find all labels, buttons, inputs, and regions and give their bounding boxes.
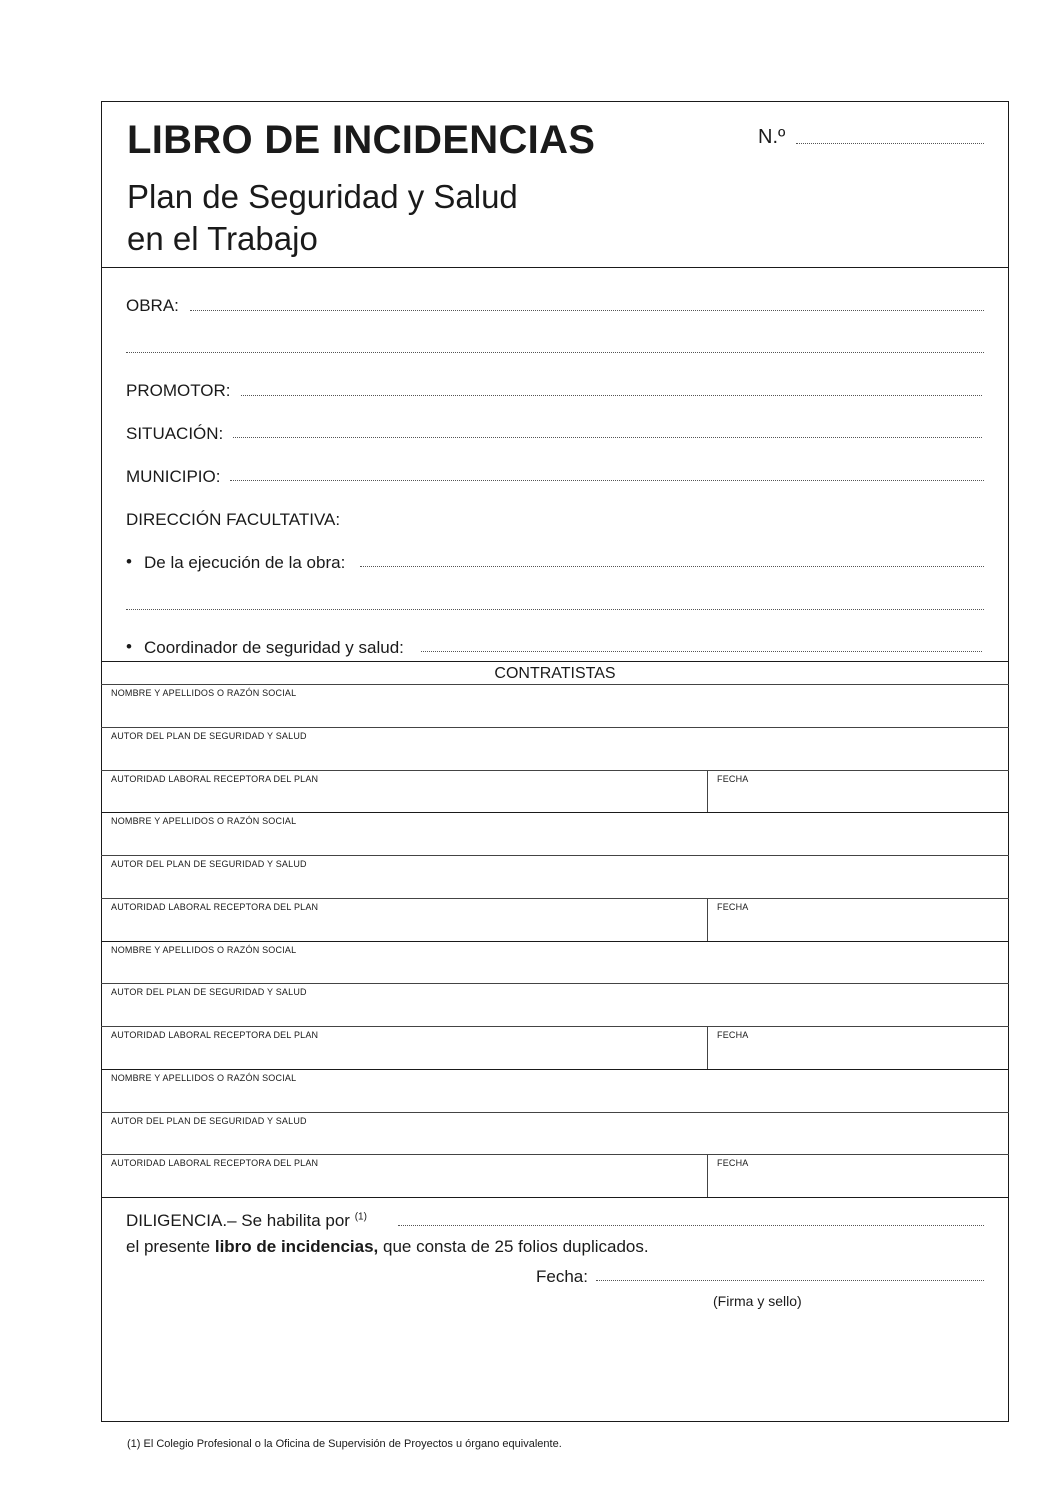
- nombre-label: NOMBRE Y APELLIDOS O RAZÓN SOCIAL: [111, 688, 297, 698]
- municipio-label: MUNICIPIO:: [126, 467, 221, 486]
- autor-input-cell[interactable]: [101, 984, 1009, 1025]
- promotor-field[interactable]: [241, 395, 982, 396]
- obra-field[interactable]: [190, 310, 984, 311]
- nombre-input-cell[interactable]: [101, 1070, 1009, 1111]
- fecha-cell-label: FECHA: [717, 901, 749, 912]
- bullet-icon: •: [126, 552, 132, 571]
- autor-label: AUTOR DEL PLAN DE SEGURIDAD Y SALUD: [111, 730, 307, 741]
- autoridad-label: AUTORIDAD LABORAL RECEPTORA DEL PLAN: [111, 773, 319, 784]
- bullet-icon: •: [126, 637, 132, 656]
- subtitle-line-1: Plan de Seguridad y Salud: [127, 178, 518, 215]
- autor-label: AUTOR DEL PLAN DE SEGURIDAD Y SALUD: [111, 987, 307, 998]
- autor-label: AUTOR DEL PLAN DE SEGURIDAD Y SALUD: [111, 859, 307, 869]
- fecha-field[interactable]: [596, 1280, 984, 1281]
- ejecucion-field-line-2[interactable]: [126, 609, 984, 610]
- situacion-label: SITUACIÓN:: [126, 424, 224, 443]
- diligencia-lead: [126, 1211, 367, 1231]
- diligencia-field[interactable]: [398, 1225, 984, 1226]
- fecha-cell-label: FECHA: [717, 1030, 749, 1040]
- ejecucion-field[interactable]: [360, 566, 984, 567]
- footnote: (1) El Colegio Profesional o la Oficina de Supervisión de Proyectos u órgano equivalente.: [127, 1438, 562, 1450]
- contratistas-divider: [101, 661, 1009, 662]
- nombre-label: NOMBRE Y APELLIDOS O RAZÓN SOCIAL: [111, 944, 297, 955]
- autor-label: AUTOR DEL PLAN DE SEGURIDAD Y SALUD: [111, 1115, 307, 1126]
- firma-label: (Firma y sello): [713, 1293, 802, 1309]
- autor-input-cell[interactable]: [101, 856, 1009, 897]
- number-field[interactable]: [796, 143, 984, 144]
- ejecucion-label: De la ejecución de la obra:: [144, 553, 346, 572]
- obra-field-line-2[interactable]: [126, 352, 984, 353]
- row-divider: [101, 1197, 1009, 1198]
- municipio-field[interactable]: [230, 480, 984, 481]
- nombre-input-cell[interactable]: [101, 942, 1009, 983]
- contratistas-heading: CONTRATISTAS: [494, 665, 616, 682]
- autor-input-cell[interactable]: [101, 1113, 1009, 1154]
- promotor-label: PROMOTOR:: [126, 381, 231, 400]
- autoridad-label: AUTORIDAD LABORAL RECEPTORA DEL PLAN: [111, 901, 319, 912]
- number-label: N.º: [758, 126, 786, 148]
- autoridad-label: AUTORIDAD LABORAL RECEPTORA DEL PLAN: [111, 1158, 319, 1169]
- fecha-input-cell[interactable]: [708, 1027, 1008, 1068]
- fecha-input-cell[interactable]: [708, 899, 1008, 940]
- diligencia-line-2: [126, 1237, 649, 1257]
- direccion-facultativa-label: DIRECCIÓN FACULTATIVA:: [126, 510, 341, 529]
- obra-label: OBRA:: [126, 296, 179, 315]
- fecha-cell-label: FECHA: [717, 1158, 749, 1169]
- autor-input-cell[interactable]: [101, 728, 1009, 769]
- nombre-label: NOMBRE Y APELLIDOS O RAZÓN SOCIAL: [111, 1072, 297, 1083]
- fecha-input-cell[interactable]: [708, 1155, 1008, 1196]
- coordinador-label: Coordinador de seguridad y salud:: [144, 638, 404, 657]
- diligencia-pre: el presente: [126, 1237, 215, 1256]
- autoridad-input-cell[interactable]: [101, 1027, 707, 1068]
- diligencia-text: DILIGENCIA.– Se habilita por: [126, 1211, 350, 1230]
- nombre-input-cell[interactable]: [101, 813, 1009, 854]
- form-subtitle: [127, 176, 518, 260]
- form-title: LIBRO DE INCIDENCIAS: [127, 118, 596, 162]
- fecha-label: Fecha:: [536, 1267, 588, 1286]
- subtitle-line-2: en el Trabajo: [127, 220, 318, 257]
- autoridad-input-cell[interactable]: [101, 1155, 707, 1196]
- fecha-cell-label: FECHA: [717, 773, 749, 784]
- coordinador-field[interactable]: [421, 651, 982, 652]
- diligencia-bold: libro de incidencias,: [214, 1237, 379, 1256]
- nombre-input-cell[interactable]: [101, 685, 1009, 726]
- header-divider: [101, 267, 1009, 268]
- autoridad-label: AUTORIDAD LABORAL RECEPTORA DEL PLAN: [111, 1030, 319, 1040]
- autoridad-input-cell[interactable]: [101, 771, 707, 812]
- diligencia-post: que consta de 25 folios duplicados.: [378, 1237, 649, 1256]
- fecha-input-cell[interactable]: [708, 771, 1008, 812]
- autoridad-input-cell[interactable]: [101, 899, 707, 940]
- nombre-label: NOMBRE Y APELLIDOS O RAZÓN SOCIAL: [111, 816, 297, 827]
- diligencia-note-ref: (1): [354, 1211, 367, 1223]
- situacion-field[interactable]: [233, 437, 982, 438]
